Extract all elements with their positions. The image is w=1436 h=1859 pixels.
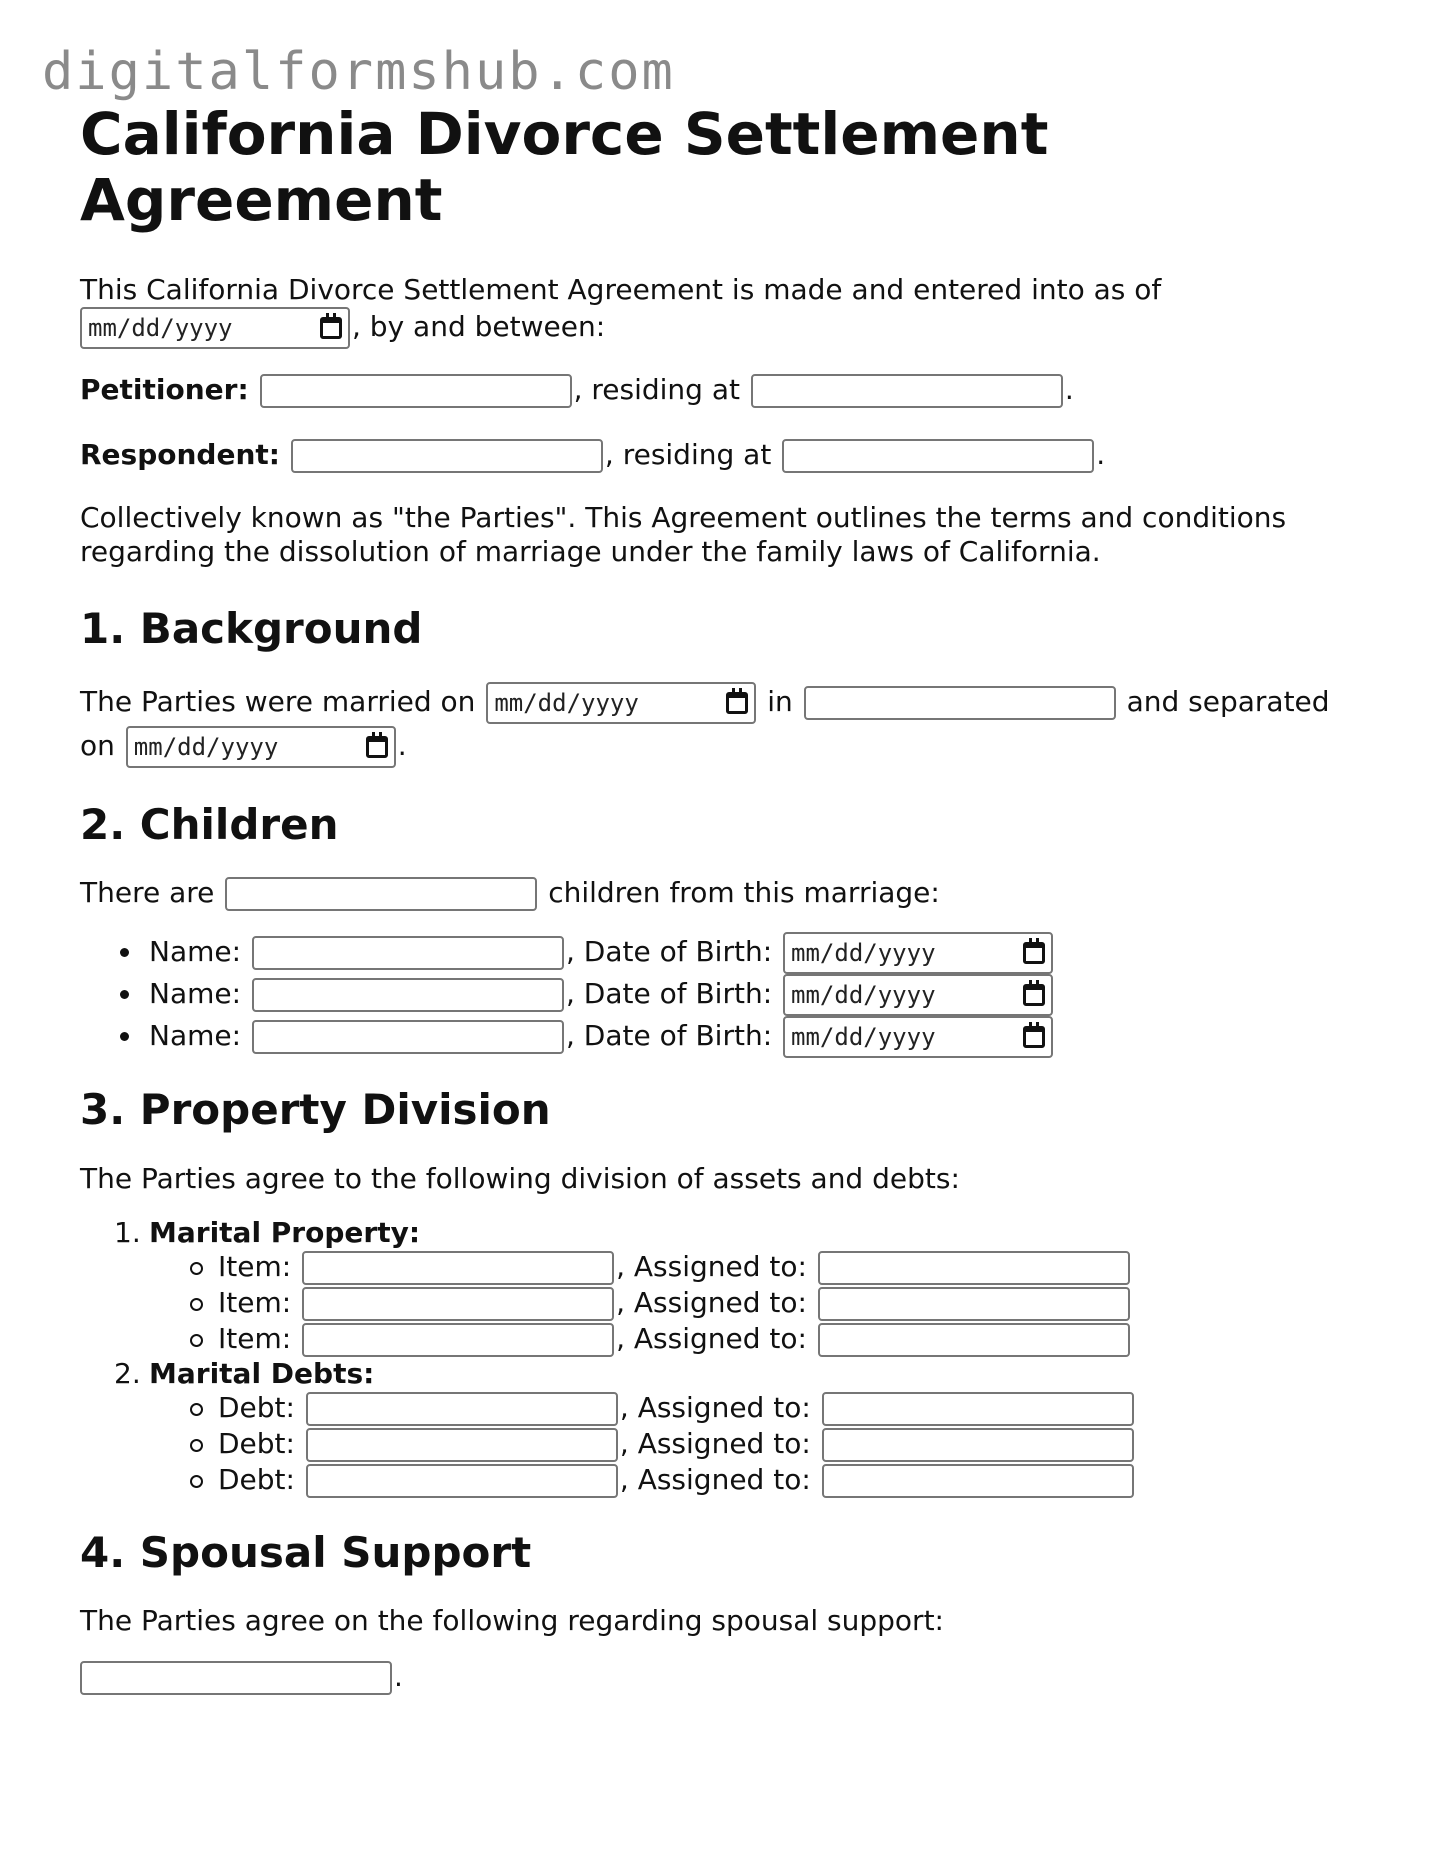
collective-paragraph: Collectively known as "the Parties". This Agreement outlines the terms and conditions regarding the dissolution of marriage under the family laws of California. — [80, 501, 1287, 569]
calendar-icon[interactable] — [1023, 942, 1045, 964]
property-item-1-input[interactable] — [302, 1251, 614, 1285]
item-label: Item: — [218, 1321, 292, 1355]
calendar-icon[interactable] — [726, 692, 748, 714]
property-number: 1. — [114, 1215, 141, 1249]
marital-property-label: Marital Property: — [149, 1215, 421, 1249]
property-item-3-input[interactable] — [302, 1323, 614, 1357]
debt-1-input[interactable] — [306, 1392, 618, 1426]
list-item — [186, 1285, 1380, 1321]
on-text: on — [80, 728, 115, 762]
child-3-dob-input[interactable] — [783, 1016, 1053, 1058]
petitioner-residing-text: , residing at — [573, 373, 740, 407]
section-background-heading: 1. Background — [80, 603, 423, 653]
property-item-3-assignee-input[interactable] — [818, 1323, 1130, 1357]
spousal-period: . — [394, 1660, 403, 1694]
debt-label: Debt: — [218, 1462, 295, 1496]
background-paragraph — [80, 680, 1380, 768]
assigned-label: , Assigned to: — [619, 1426, 811, 1460]
date-placeholder: mm/dd/yyyy — [791, 939, 936, 968]
assigned-label: , Assigned to: — [616, 1285, 807, 1319]
assigned-label: , Assigned to: — [619, 1462, 811, 1496]
date-placeholder: mm/dd/yyyy — [133, 732, 279, 761]
separation-date-input[interactable] — [126, 726, 396, 768]
property-intro: The Parties agree to the following division of assets and debts: — [80, 1161, 960, 1195]
page-title: California Divorce Settlement Agreement — [80, 100, 1049, 234]
marital-property-items — [114, 1249, 1380, 1357]
agreement-date-input[interactable] — [80, 307, 350, 349]
list-item — [186, 1390, 1380, 1426]
respondent-period: . — [1096, 438, 1106, 472]
child-2-dob-input[interactable] — [783, 974, 1053, 1016]
section-property-heading: 3. Property Division — [80, 1085, 551, 1135]
respondent-name-input[interactable] — [291, 439, 603, 473]
marital-debts-items — [114, 1390, 1380, 1498]
marriage-place-input[interactable] — [804, 686, 1116, 720]
assigned-label: , Assigned to: — [616, 1321, 807, 1355]
child-1-name-input[interactable] — [252, 936, 564, 970]
intro-text: This California Divorce Settlement Agreement is made and entered into as of — [80, 273, 1162, 307]
spousal-support-input[interactable] — [80, 1661, 392, 1695]
intro-paragraph — [80, 273, 1380, 349]
list-item — [116, 973, 1380, 1015]
child-3-name-input[interactable] — [252, 1020, 564, 1054]
debt-2-assignee-input[interactable] — [822, 1428, 1134, 1462]
respondent-address-input[interactable] — [782, 439, 1094, 473]
debt-2-input[interactable] — [306, 1428, 618, 1462]
property-item-1-assignee-input[interactable] — [818, 1251, 1130, 1285]
petitioner-name-input[interactable] — [260, 374, 572, 408]
spousal-line — [80, 1660, 1380, 1695]
child-1-dob-input[interactable] — [783, 932, 1053, 974]
list-item — [116, 931, 1380, 973]
debt-3-input[interactable] — [306, 1464, 618, 1498]
list-item — [116, 1015, 1380, 1057]
from-marriage-text: children from this marriage: — [548, 876, 940, 910]
dob-label: , Date of Birth: — [565, 1019, 773, 1053]
children-list — [80, 931, 1380, 1057]
debts-number: 2. — [114, 1356, 141, 1390]
petitioner-line — [80, 373, 1380, 408]
child-name-label: Name: — [149, 977, 242, 1011]
list-item — [186, 1321, 1380, 1357]
petitioner-address-input[interactable] — [751, 374, 1063, 408]
children-count-input[interactable] — [225, 877, 537, 911]
debt-label: Debt: — [218, 1390, 295, 1424]
date-placeholder: mm/dd/yyyy — [791, 981, 936, 1010]
date-placeholder: mm/dd/yyyy — [88, 313, 233, 342]
children-count-line — [80, 876, 1380, 911]
item-label: Item: — [218, 1249, 292, 1283]
debt-3-assignee-input[interactable] — [822, 1464, 1134, 1498]
marriage-date-input[interactable] — [486, 682, 756, 724]
background-period: . — [397, 728, 407, 762]
assigned-label: , Assigned to: — [619, 1390, 811, 1424]
date-placeholder: mm/dd/yyyy — [494, 688, 639, 717]
document-body — [80, 102, 1380, 1695]
watermark: digitalformshub.com — [42, 42, 675, 102]
list-item — [114, 1216, 1380, 1357]
dob-label: , Date of Birth: — [565, 935, 773, 969]
section-children-heading: 2. Children — [80, 799, 339, 849]
list-item — [186, 1462, 1380, 1498]
married-on-text: The Parties were married on — [80, 684, 476, 718]
petitioner-period: . — [1064, 373, 1074, 407]
respondent-residing-text: , residing at — [604, 438, 772, 472]
child-name-label: Name: — [149, 935, 242, 969]
intro-after-date: , by and between: — [352, 310, 606, 344]
there-are-text: There are — [80, 876, 215, 910]
marital-debts-label: Marital Debts: — [149, 1356, 375, 1390]
dob-label: , Date of Birth: — [565, 977, 773, 1011]
section-spousal-heading: 4. Spousal Support — [80, 1527, 532, 1577]
child-2-name-input[interactable] — [252, 978, 564, 1012]
property-item-2-assignee-input[interactable] — [818, 1287, 1130, 1321]
debt-1-assignee-input[interactable] — [822, 1392, 1134, 1426]
child-name-label: Name: — [149, 1019, 242, 1053]
calendar-icon[interactable] — [1023, 984, 1045, 1006]
calendar-icon[interactable] — [366, 736, 388, 758]
spousal-intro: The Parties agree on the following regarding spousal support: — [80, 1604, 944, 1638]
list-item — [186, 1426, 1380, 1462]
separated-text: and separated — [1126, 684, 1330, 718]
list-item — [186, 1249, 1380, 1285]
property-list — [80, 1216, 1380, 1498]
calendar-icon[interactable] — [320, 317, 342, 339]
debt-label: Debt: — [218, 1426, 295, 1460]
assigned-label: , Assigned to: — [616, 1249, 807, 1283]
calendar-icon[interactable] — [1023, 1026, 1045, 1048]
in-text: in — [767, 684, 793, 718]
petitioner-label: Petitioner: — [80, 373, 249, 407]
date-placeholder: mm/dd/yyyy — [791, 1023, 936, 1052]
property-item-2-input[interactable] — [302, 1287, 614, 1321]
list-item — [114, 1357, 1380, 1498]
item-label: Item: — [218, 1285, 292, 1319]
respondent-line — [80, 438, 1380, 473]
respondent-label: Respondent: — [80, 438, 280, 472]
